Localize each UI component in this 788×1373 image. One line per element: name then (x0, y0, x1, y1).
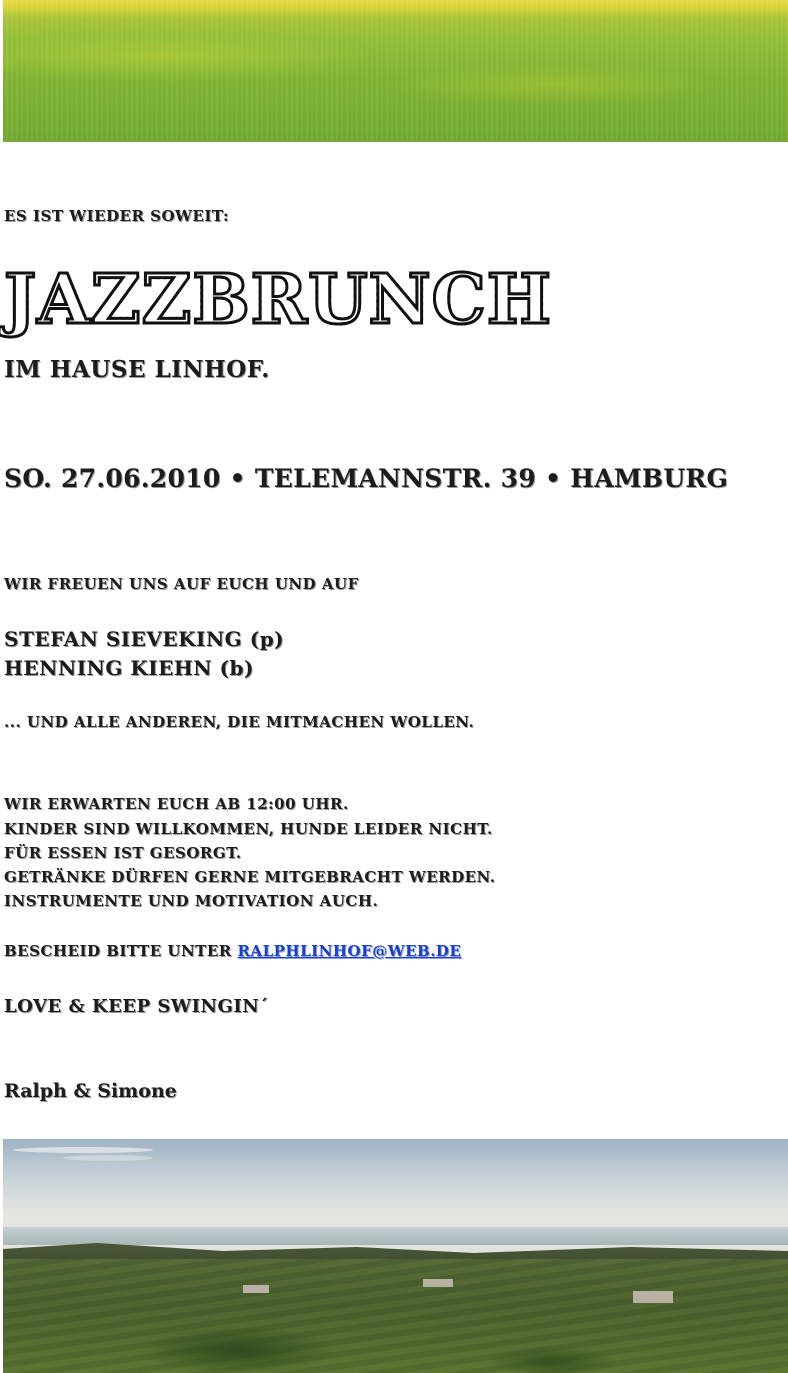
event-title: JAZZBRUNCH (4, 260, 553, 340)
rsvp-label: BESCHEID BITTE UNTER (4, 942, 232, 960)
info-line: GETRÄNKE DÜRFEN GERNE MITGEBRACHT WERDEN. (4, 868, 496, 886)
info-line: INSTRUMENTE UND MOTIVATION AUCH. (4, 892, 379, 910)
landscape-photo (3, 1139, 788, 1373)
info-line: KINDER SIND WILLKOMMEN, HUNDE LEIDER NICHT. (4, 820, 493, 838)
rsvp-line (4, 942, 461, 960)
lineup-intro: WIR FREUEN UNS AUF EUCH UND AUF (4, 575, 359, 593)
signature: Ralph & Simone (4, 1080, 177, 1102)
others-invite: ... UND ALLE ANDEREN, DIE MITMACHEN WOLLEN. (4, 713, 475, 731)
kicker-text: ES IST WIEDER SOWEIT: (4, 207, 230, 225)
musician-name: HENNING KIEHN (b) (4, 656, 254, 680)
closing-text: LOVE & KEEP SWINGIN´ (4, 996, 269, 1017)
rsvp-email-link[interactable]: RALPHLINHOF@WEB.DE (237, 942, 462, 960)
info-line: FÜR ESSEN IST GESORGT. (4, 844, 242, 862)
musician-name: STEFAN SIEVEKING (p) (4, 627, 285, 651)
info-line: WIR ERWARTEN EUCH AB 12:00 UHR. (4, 795, 349, 813)
date-address-line: SO. 27.06.2010 • TELEMANNSTR. 39 • HAMBURG (4, 464, 729, 493)
event-subtitle: IM HAUSE LINHOF. (4, 356, 270, 383)
meadow-photo (3, 0, 788, 142)
